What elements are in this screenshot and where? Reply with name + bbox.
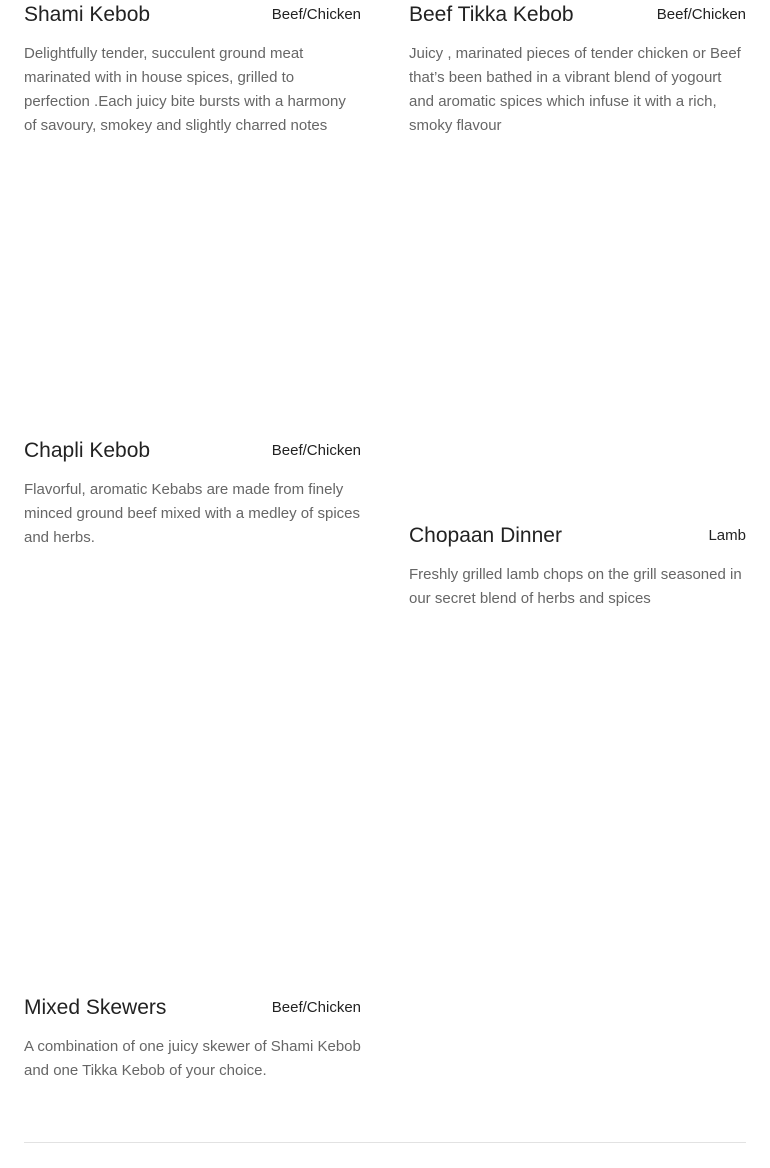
- menu-item-chopaan-dinner: [409, 521, 746, 611]
- menu-item-shami-kebob: [24, 0, 361, 138]
- menu-item-mixed-skewers: [24, 993, 361, 1083]
- menu-item-header: [409, 0, 746, 30]
- menu-item-name: Chapli Kebob: [24, 439, 151, 462]
- menu-item-description: Flavorful, aromatic Kebabs are made from finely minced ground beef mixed with a medley of spices and herbs.: [24, 481, 361, 546]
- menu-item-header: [409, 521, 746, 551]
- menu-item-variant: Beef/Chicken: [271, 6, 361, 23]
- menu-item-name: Chopaan Dinner: [409, 524, 562, 547]
- menu-item-description: Juicy , marinated pieces of tender chicken or Beef that’s been bathed in a vibrant blend of yogourt and aromatic spices which infuse it with a rich, smoky flavour: [409, 45, 741, 134]
- menu-item-description: Freshly grilled lamb chops on the grill seasoned in our secret blend of herbs and spices: [409, 566, 742, 607]
- menu-item-variant: Beef/Chicken: [656, 6, 746, 23]
- menu-item-variant: Beef/Chicken: [271, 442, 361, 459]
- menu-item-description: A combination of one juicy skewer of Shami Kebob and one Tikka Kebob of your choice.: [24, 1038, 361, 1079]
- menu-item-variant: Beef/Chicken: [271, 999, 361, 1016]
- menu-item-header: [24, 993, 361, 1023]
- menu-item-header: [24, 436, 361, 466]
- menu-item-description: Delightfully tender, succulent ground meat marinated with in house spices, grilled to perfection .Each juicy bite bursts with a harmony of savoury, smokey and slightly charred notes: [24, 45, 346, 134]
- menu-item-header: [24, 0, 361, 30]
- menu-item-name: Shami Kebob: [24, 3, 151, 26]
- menu-item-chapli-kebob: [24, 436, 361, 550]
- section-divider: [24, 1142, 746, 1143]
- menu-item-name: Mixed Skewers: [24, 996, 167, 1019]
- menu-item-beef-tikka-kebob: [409, 0, 746, 138]
- menu-item-variant: Lamb: [708, 527, 746, 544]
- menu-item-name: Beef Tikka Kebob: [409, 3, 574, 26]
